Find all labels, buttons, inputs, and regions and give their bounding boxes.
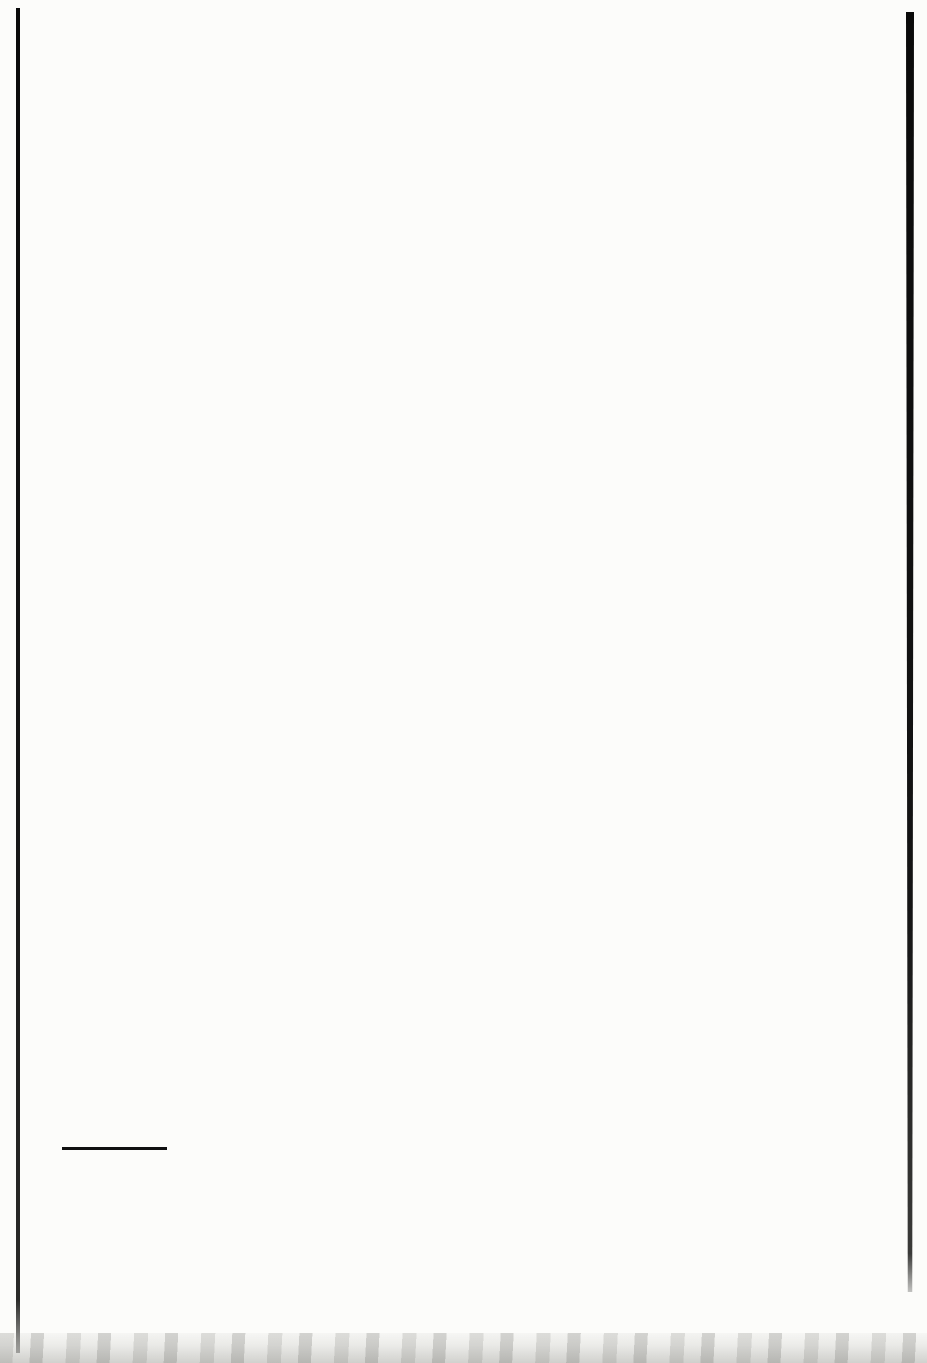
right-scan-border-line: [906, 12, 914, 1292]
footnote-rule: [62, 1147, 167, 1150]
bottom-scan-smudge: [0, 1333, 927, 1363]
left-scan-border-line: [16, 8, 20, 1353]
